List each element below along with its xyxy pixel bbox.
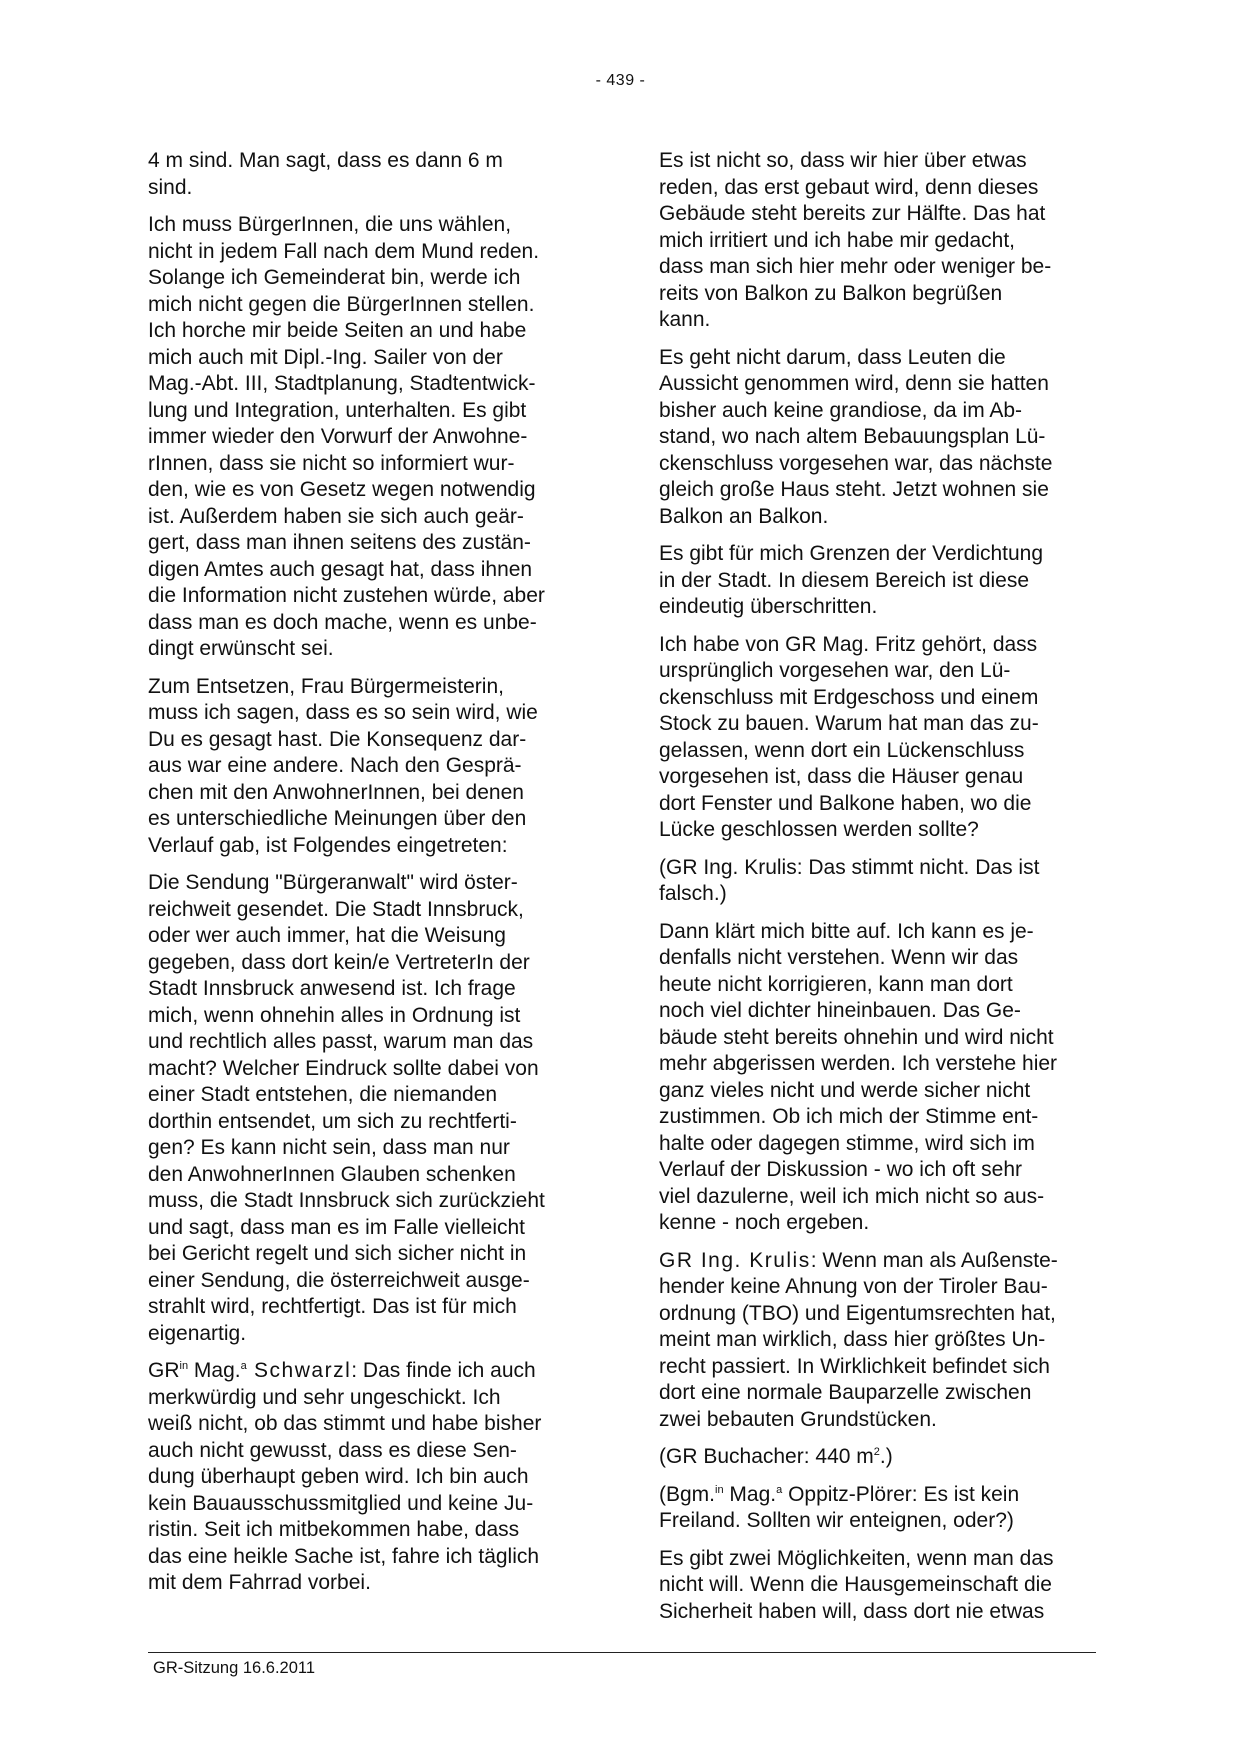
- paragraph: Ich muss BürgerInnen, die uns wählen, nicht in jedem Fall nach dem Mund reden. Solange ich Gemeinderat bin, werde ich mich nicht gegen die BürgerInnen stellen. Ich horche mir beide Seiten an und habe mich auch mit Dipl.-Ing. Sailer von der Mag.-Abt. III, Stadtplanung, Stadtentwick- lung und Integration, unterhalten. Es gibt immer wieder den Vorwurf der Anwohne- rInnen, dass sie nicht so informiert wur- den, wie es von Gesetz wegen notwendig ist. Außerdem haben sie sich auch geär- gert, dass man ihnen seitens des zustän- digen Amtes auch gesagt hat, dass ihnen die Information nicht zustehen würde, aber dass man es doch mache, wenn es unbe- dingt erwünscht sei.: [148, 213, 545, 660]
- superscript: in: [715, 1483, 724, 1496]
- left-column: [148, 148, 588, 1608]
- speaker-text: : Das finde ich auch merkwürdig und sehr ungeschickt. Ich weiß nicht, ob das stimmt und habe bisher auch nicht gewusst, dass es diese Sen- dung überhaupt geben wird. Ich bin auch kein Bauausschussmitglied und keine Ju- ristin. Seit ich mitbekommen habe, dass das eine heikle Sache ist, fahre ich täglich mit dem Fahrrad vorbei.: [148, 1359, 542, 1594]
- paragraph: Die Sendung "Bürgeranwalt" wird öster- reichweit gesendet. Die Stadt Innsbruck, oder wer auch immer, hat die Weisung gegeben, dass dort kein/e VertreterIn der Stadt Innsbruck anwesend ist. Ich frage mich, wenn ohnehin alles in Ordnung ist und rechtlich alles passt, warum man das macht? Welcher Eindruck sollte dabei von einer Stadt entstehen, die niemanden dorthin entsendet, um sich zu rechtferti- gen? Es kann nicht sein, dass man nur den AnwohnerInnen Glauben schenken muss, die Stadt Innsbruck sich zurückzieht und sagt, dass man es im Falle vielleicht bei Gericht regelt und sich sicher nicht in einer Sendung, die österreichweit ausge- strahlt wird, rechtfertigt. Das ist für mich eigenartig.: [148, 871, 545, 1345]
- superscript: 2: [873, 1446, 880, 1458]
- right-column: [659, 148, 1099, 1636]
- interjection: [659, 1482, 1099, 1535]
- speaker-paragraph: [659, 1248, 1099, 1434]
- speaker-name: Schwarzl: [246, 1359, 352, 1382]
- paragraph: 4 m sind. Man sagt, dass es dann 6 m sind.: [148, 149, 503, 199]
- speaker-title: Mag.: [723, 1482, 777, 1506]
- superscript: in: [179, 1360, 189, 1372]
- interjection-text: Oppitz-Plörer: Es ist kein Freiland. Sollten wir enteignen, oder?): [659, 1482, 1020, 1532]
- page-number: - 439 -: [595, 72, 646, 89]
- interjection-text: (GR Buchacher: 440 m: [659, 1445, 874, 1468]
- footer-divider: [148, 1652, 1096, 1653]
- paragraph: Es gibt zwei Möglichkeiten, wenn man das nicht will. Wenn die Hausgemeinschaft die Sicherheit haben will, dass dort nie etwas: [659, 1546, 1054, 1623]
- interjection-end: .): [879, 1445, 893, 1468]
- speaker-title: (Bgm.: [659, 1482, 716, 1506]
- paragraph: Zum Entsetzen, Frau Bürgermeisterin, muss ich sagen, dass es so sein wird, wie Du es gesagt hast. Die Konsequenz dar- aus war eine andere. Nach den Gesprä- chen mit den AnwohnerInnen, bei denen es unterschiedliche Meinungen über den Verlauf gab, ist Folgendes eingetreten:: [148, 674, 538, 857]
- paragraph: Dann klärt mich bitte auf. Ich kann es je- denfalls nicht verstehen. Wenn wir das heute nicht korrigieren, kann man dort noch viel dichter hineinbauen. Das Ge- bäude steht bereits ohnehin und wird nicht mehr abgerissen werden. Ich verstehe hier ganz vieles nicht und werde sicher nicht zustimmen. Ob ich mich der Stimme ent- halte oder dagegen stimme, wird sich im Verlauf der Diskussion - wo ich oft sehr viel dazulerne, weil ich mich nicht so aus- kenne - noch ergeben.: [659, 919, 1058, 1234]
- paragraph: Es gibt für mich Grenzen der Verdichtung in der Stadt. In diesem Bereich ist diese eindeutig überschritten.: [659, 542, 1044, 618]
- paragraph: Es geht nicht darum, dass Leuten die Aussicht genommen wird, denn sie hatten bisher auch keine grandiose, da im Ab- stand, wo nach altem Bebauungsplan Lü- ckenschluss vorgesehen war, das nächste gleich große Haus steht. Jetzt wohnen sie Balkon an Balkon.: [659, 345, 1053, 528]
- superscript: a: [776, 1483, 783, 1496]
- speaker-title: Mag.: [188, 1359, 241, 1382]
- footer-text: GR-Sitzung 16.6.2011: [153, 1659, 316, 1677]
- interjection: (GR Ing. Krulis: Das stimmt nicht. Das ist falsch.): [659, 855, 1040, 905]
- speaker-name: GR Ing. Krulis: [659, 1248, 811, 1272]
- paragraph: Ich habe von GR Mag. Fritz gehört, dass ursprünglich vorgesehen war, den Lü- ckenschluss mit Erdgeschoss und einem Stock zu bauen. Warum hat man das zu- gelassen, wenn dort ein Lückenschluss vorgesehen ist, dass die Häuser genau dort Fenster und Balkone haben, wo die Lücke geschlossen werden sollte?: [659, 632, 1039, 841]
- paragraph: Es ist nicht so, dass wir hier über etwas reden, das erst gebaut wird, denn dieses Gebäude steht bereits zur Hälfte. Das hat mich irritiert und ich habe mir gedacht, dass man sich hier mehr oder weniger be- reits von Balkon zu Balkon begrüßen kann.: [659, 149, 1052, 331]
- speaker-paragraph: [148, 1358, 588, 1597]
- superscript: a: [240, 1360, 247, 1372]
- interjection: [659, 1444, 1099, 1471]
- speaker-text: : Wenn man als Außenste- hender keine Ahnung von der Tiroler Bau- ordnung (TBO) und Eigentumsrechten hat, meint man wirklich, dass hier größtes Un- recht passiert. In Wirklichkeit befindet sich dort eine normale Bauparzelle zwischen zwei bebauten Grundstücken.: [659, 1248, 1058, 1431]
- speaker-title: GR: [148, 1359, 180, 1382]
